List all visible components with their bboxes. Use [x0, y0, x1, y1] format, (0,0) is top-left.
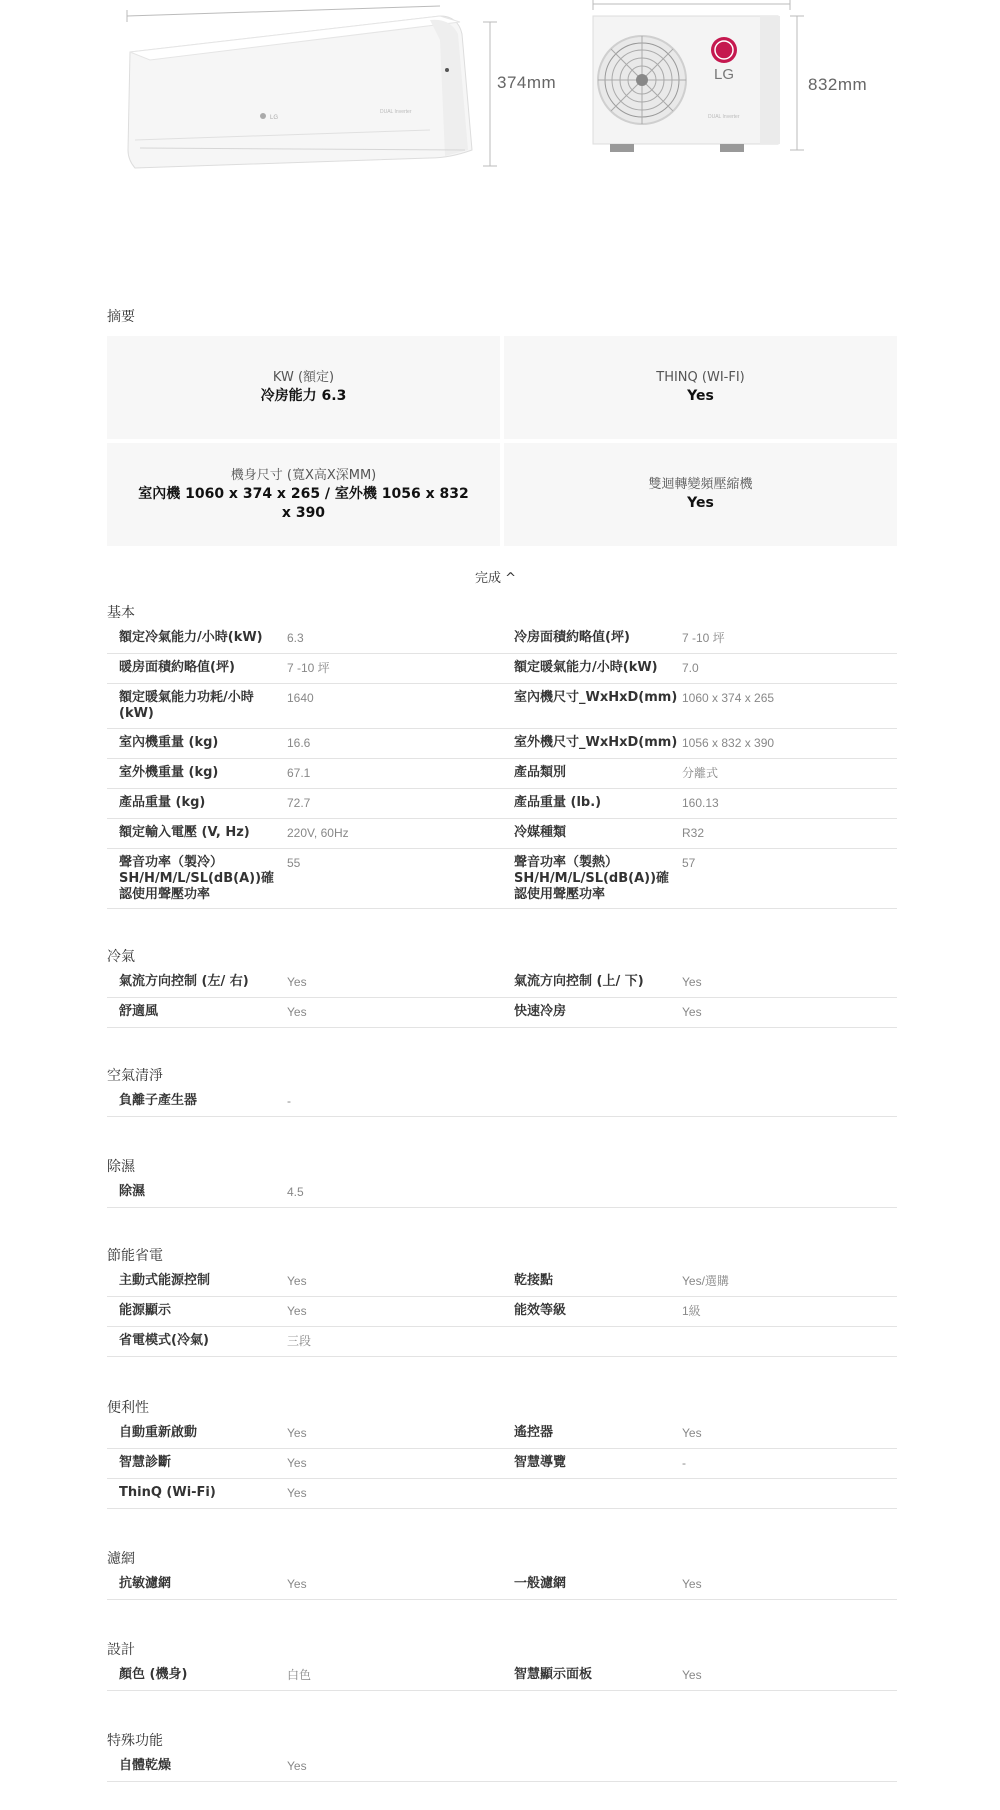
- spec-cell: [502, 1184, 897, 1202]
- spec-row: [107, 684, 897, 729]
- section-title: 基本: [107, 605, 135, 621]
- spec-cell: [502, 974, 897, 992]
- spec-cell: [107, 1333, 502, 1351]
- spec-label: 一般濾網: [514, 1576, 567, 1591]
- spec-value: Yes: [287, 1456, 307, 1470]
- spec-cell: [107, 630, 502, 648]
- section-title: 冷氣: [107, 949, 135, 965]
- spec-cell: [502, 765, 897, 783]
- summary-value: 冷房能力 6.3: [260, 388, 347, 404]
- spec-cell: [502, 630, 897, 648]
- summary-label: 機身尺寸 (寬X高X深MM): [230, 467, 377, 483]
- spec-value: -: [287, 1094, 291, 1108]
- spec-value: Yes: [287, 1486, 307, 1500]
- spec-label: 室外機重量 (kg): [119, 765, 219, 780]
- spec-value: Yes: [682, 1426, 702, 1440]
- spec-table: [107, 1570, 897, 1600]
- spec-row: [107, 759, 897, 789]
- spec-label: 自動重新啟動: [119, 1425, 198, 1440]
- spec-value: 72.7: [287, 796, 311, 810]
- spec-cell: [107, 974, 502, 992]
- spec-cell: [502, 1485, 897, 1503]
- spec-label: [502, 1184, 680, 1202]
- summary-title: 摘要: [107, 309, 135, 325]
- spec-value: 6.3: [287, 631, 304, 645]
- spec-table: [107, 1419, 897, 1509]
- spec-label: 快速冷房: [514, 1004, 567, 1019]
- spec-cell: [502, 690, 897, 723]
- spec-label: 自體乾燥: [119, 1758, 172, 1773]
- spec-cell: [107, 1455, 502, 1473]
- spec-label: 乾接點: [514, 1273, 554, 1288]
- spec-row: [107, 729, 897, 759]
- summary-value: Yes: [687, 388, 714, 404]
- spec-cell: [107, 765, 502, 783]
- spec-label: 聲音功率（製冷） SH/H/M/L/SL(dB(A))確認使用聲壓功率: [119, 855, 275, 902]
- spec-label: 室內機重量 (kg): [119, 735, 219, 750]
- spec-row: [107, 1661, 897, 1691]
- spec-value: R32: [682, 826, 705, 840]
- spec-cell: [107, 1273, 502, 1291]
- spec-label: 舒適風: [119, 1004, 159, 1019]
- spec-row: [107, 624, 897, 654]
- spec-value: 220V, 60Hz: [287, 826, 349, 840]
- spec-label: 額定暖氣能力功耗/小時 (kW): [119, 690, 254, 721]
- spec-label: 省電模式(冷氣): [119, 1333, 209, 1348]
- spec-label: 抗敏濾網: [119, 1576, 172, 1591]
- summary-label: KW (額定): [272, 370, 335, 385]
- spec-label: 冷房面積約略值(坪): [514, 630, 630, 645]
- spec-row: [107, 1178, 897, 1208]
- spec-cell: [107, 825, 502, 843]
- indoor-badge-text: DUAL Inverter: [380, 109, 412, 115]
- spec-cell: [107, 660, 502, 678]
- spec-row: [107, 654, 897, 684]
- spec-label: 暖房面積約略值(坪): [119, 660, 235, 675]
- spec-value: 1640: [287, 691, 314, 705]
- spec-label: 氣流方向控制 (上/ 下): [514, 974, 644, 989]
- summary-cell-thinq: [504, 336, 897, 439]
- section-title: 特殊功能: [107, 1733, 163, 1749]
- spec-value: Yes/選購: [682, 1274, 729, 1288]
- spec-label: 額定冷氣能力/小時(kW): [119, 630, 263, 645]
- section-title: 濾網: [107, 1551, 135, 1567]
- spec-row: [107, 968, 897, 998]
- collapse-button[interactable]: 完成 ^: [475, 567, 516, 586]
- spec-table: [107, 624, 897, 909]
- spec-cell: [107, 1093, 502, 1111]
- spec-value: [680, 1333, 897, 1351]
- outdoor-badge-text: DUAL Inverter: [708, 114, 740, 120]
- spec-value: 7.0: [682, 661, 699, 675]
- spec-label: 室外機尺寸_WxHxD(mm): [514, 735, 678, 750]
- spec-value: 4.5: [287, 1185, 304, 1199]
- spec-table: [107, 1087, 897, 1117]
- spec-value: Yes: [682, 1577, 702, 1591]
- spec-value: 三段: [287, 1334, 312, 1348]
- spec-cell: [502, 1093, 897, 1111]
- spec-cell: [502, 660, 897, 678]
- spec-label: 產品重量 (lb.): [514, 795, 602, 810]
- spec-row: [107, 1267, 897, 1297]
- summary-cell-dimensions: [107, 443, 500, 546]
- spec-row: [107, 1752, 897, 1782]
- spec-row: [107, 1297, 897, 1327]
- spec-value: Yes: [287, 1577, 307, 1591]
- spec-row: [107, 1479, 897, 1509]
- spec-table: [107, 1178, 897, 1208]
- spec-label: 氣流方向控制 (左/ 右): [119, 974, 249, 989]
- summary-cell-compressor: [504, 443, 897, 546]
- spec-cell: [502, 735, 897, 753]
- section-title: 便利性: [107, 1400, 149, 1416]
- spec-label: ThinQ (Wi-Fi): [119, 1485, 216, 1500]
- spec-label: 產品類別: [514, 765, 567, 780]
- spec-cell: [502, 1455, 897, 1473]
- summary-cell-capacity: [107, 336, 500, 439]
- spec-label: 顏色 (機身): [119, 1667, 188, 1682]
- spec-label: 聲音功率（製熱） SH/H/M/L/SL(dB(A))確認使用聲壓功率: [514, 855, 670, 902]
- spec-row: [107, 819, 897, 849]
- spec-cell: [502, 1425, 897, 1443]
- spec-label: 遙控器: [514, 1425, 554, 1440]
- spec-cell: [107, 795, 502, 813]
- spec-label: 除濕: [119, 1184, 146, 1199]
- spec-cell: [107, 1184, 502, 1202]
- summary-value: 室內機 1060 x 374 x 265 / 室外機 1056 x 832 x 390: [138, 485, 469, 521]
- spec-table: [107, 968, 897, 1028]
- summary-grid: [107, 336, 897, 546]
- spec-cell: [107, 1758, 502, 1776]
- spec-value: 1056 x 832 x 390: [682, 736, 775, 750]
- section-title: 除濕: [107, 1159, 135, 1175]
- spec-label: 額定暖氣能力/小時(kW): [514, 660, 658, 675]
- spec-value: Yes: [682, 1005, 702, 1019]
- spec-value: 7 -10 坪: [287, 661, 330, 675]
- spec-row: [107, 1327, 897, 1357]
- spec-value: Yes: [287, 975, 307, 989]
- spec-row: [107, 789, 897, 819]
- spec-label: 冷媒種類: [514, 825, 567, 840]
- spec-value: -: [682, 1456, 686, 1470]
- spec-cell: [107, 1425, 502, 1443]
- spec-table: [107, 1661, 897, 1691]
- spec-row: [107, 1449, 897, 1479]
- spec-value: Yes: [287, 1759, 307, 1773]
- spec-label: 主動式能源控制: [119, 1273, 211, 1288]
- indoor-height-dimension: 374mm: [497, 73, 557, 92]
- spec-value: Yes: [287, 1274, 307, 1288]
- spec-value: 白色: [287, 1668, 312, 1682]
- spec-label: [502, 1485, 680, 1503]
- spec-cell: [107, 1576, 502, 1594]
- spec-value: 57: [682, 856, 696, 870]
- spec-value: [680, 1093, 897, 1111]
- summary-label: THINQ (WI-FI): [656, 370, 745, 385]
- spec-value: 分離式: [682, 766, 719, 780]
- spec-cell: [107, 855, 502, 903]
- spec-value: Yes: [287, 1304, 307, 1318]
- spec-row: [107, 1087, 897, 1117]
- spec-label: 負離子產生器: [119, 1093, 198, 1108]
- spec-row: [107, 849, 897, 909]
- spec-table: [107, 1267, 897, 1357]
- spec-value: Yes: [682, 1668, 702, 1682]
- spec-row: [107, 998, 897, 1028]
- summary-value: Yes: [687, 495, 714, 511]
- section-title: 節能省電: [107, 1248, 163, 1264]
- spec-cell: [502, 1333, 897, 1351]
- outdoor-brand-text: LG: [714, 66, 735, 83]
- spec-value: Yes: [682, 975, 702, 989]
- spec-cell: [107, 690, 502, 723]
- spec-cell: [502, 855, 897, 903]
- section-title: 設計: [107, 1642, 135, 1658]
- spec-value: [680, 1184, 897, 1202]
- spec-value: 55: [287, 856, 301, 870]
- spec-label: [502, 1093, 680, 1111]
- spec-label: 能源顯示: [119, 1303, 172, 1318]
- spec-row: [107, 1419, 897, 1449]
- spec-cell: [502, 1667, 897, 1685]
- spec-table: [107, 1752, 897, 1782]
- spec-value: Yes: [287, 1005, 307, 1019]
- spec-cell: [502, 1273, 897, 1291]
- indoor-brand-text: LG: [270, 115, 279, 121]
- spec-value: 160.13: [682, 796, 719, 810]
- outdoor-height-dimension: 832mm: [808, 75, 868, 94]
- spec-value: 16.6: [287, 736, 311, 750]
- spec-label: 室內機尺寸_WxHxD(mm): [514, 690, 678, 705]
- spec-cell: [502, 825, 897, 843]
- spec-cell: [502, 1576, 897, 1594]
- spec-cell: [107, 1303, 502, 1321]
- spec-value: Yes: [287, 1426, 307, 1440]
- spec-value: 1060 x 374 x 265: [682, 691, 775, 705]
- spec-label: 智慧顯示面板: [514, 1667, 593, 1682]
- spec-cell: [502, 1303, 897, 1321]
- spec-label: 智慧導覽: [514, 1455, 567, 1470]
- spec-cell: [107, 1485, 502, 1503]
- spec-cell: [502, 795, 897, 813]
- spec-cell: [107, 1004, 502, 1022]
- spec-cell: [502, 1004, 897, 1022]
- spec-value: 7 -10 坪: [682, 631, 725, 645]
- spec-value: 67.1: [287, 766, 311, 780]
- spec-label: [502, 1758, 680, 1776]
- product-hero: [0, 0, 1000, 170]
- spec-label: 能效等級: [514, 1303, 567, 1318]
- spec-label: [502, 1333, 680, 1351]
- summary-label: 雙迴轉變頻壓縮機: [648, 477, 753, 492]
- spec-label: 智慧診斷: [119, 1455, 172, 1470]
- spec-value: 1級: [682, 1304, 701, 1318]
- spec-value: [680, 1485, 897, 1503]
- spec-row: [107, 1570, 897, 1600]
- spec-label: 額定輸入電壓 (V, Hz): [119, 825, 250, 840]
- section-title: 空氣清淨: [107, 1068, 163, 1084]
- spec-label: 產品重量 (kg): [119, 795, 206, 810]
- spec-value: [680, 1758, 897, 1776]
- spec-cell: [502, 1758, 897, 1776]
- spec-cell: [107, 1667, 502, 1685]
- spec-cell: [107, 735, 502, 753]
